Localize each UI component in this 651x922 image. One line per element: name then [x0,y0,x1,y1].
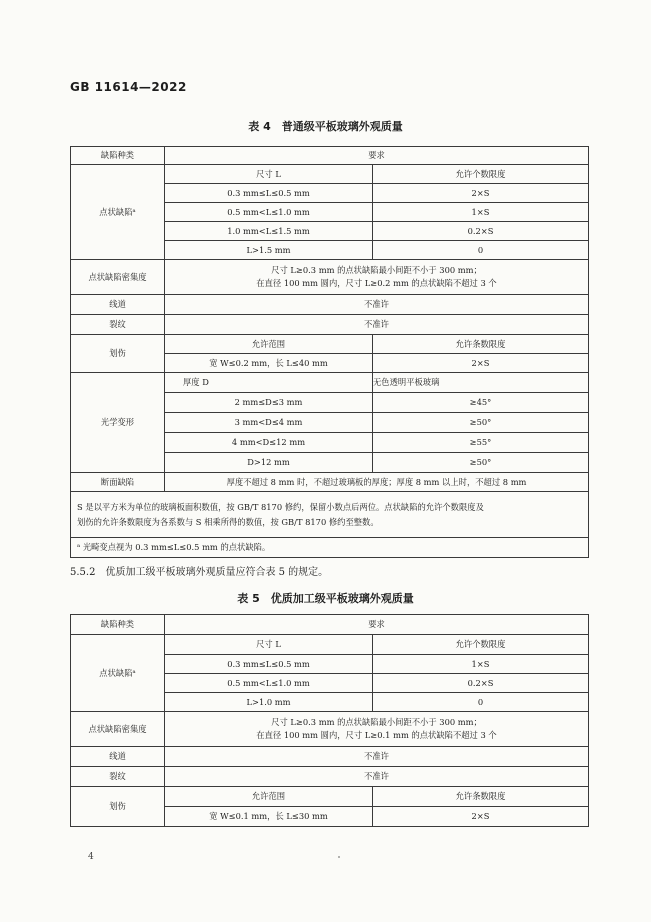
scratch-count-header: 允许条数限度 [373,335,589,354]
header-requirement: 要求 [165,147,589,165]
table-row [71,335,589,354]
table-row [71,147,589,165]
edge-defect-value: 厚度不超过 8 mm 时，不超过玻璃板的厚度；厚度 8 mm 以上时，不超过 8 mm [165,473,589,492]
density-label: 点状缺陷密集度 [71,260,165,295]
scratch-range: 宽 W≤0.1 mm，长 L≤30 mm [165,807,373,827]
size-cell: 1.0 mm<L≤1.5 mm [165,222,373,241]
size-header: 尺寸 L [165,635,373,655]
scratch-range-header: 允许范围 [165,787,373,807]
size-cell: L>1.5 mm [165,241,373,260]
crack-value: 不准许 [165,767,589,787]
thickness-header: 厚度 D [165,373,373,393]
allowed-count-header: 允许个数限度 [373,635,589,655]
table-row [71,492,589,538]
table-row [71,473,589,492]
allowed-cell: 0 [373,693,589,712]
clear-cell: ≥50° [373,453,589,473]
point-defect-label: 点状缺陷ᵃ [71,635,165,712]
size-cell: 0.5 mm<L≤1.0 mm [165,203,373,222]
table-row [71,165,589,184]
table-row [71,538,589,558]
table-row [71,747,589,767]
table-notes [71,492,589,538]
allowed-cell: 1×S [373,203,589,222]
table5 [70,614,589,827]
table-row [71,635,589,655]
density-line: 尺寸 L≥0.3 mm 的点状缺陷最小间距不小于 300 mm； [271,716,482,727]
size-cell: 0.3 mm≤L≤0.5 mm [165,655,373,674]
note-line: 划伤的允许条数限度为各系数与 S 相乘所得的数值，按 GB/T 8170 修约至整数。 [77,516,379,527]
size-cell: 0.5 mm<L≤1.0 mm [165,674,373,693]
clear-cell: ≥45° [373,393,589,413]
allowed-cell: 2×S [373,184,589,203]
scratch-count-header: 允许条数限度 [373,787,589,807]
table4-caption: 表 4 普通级平板玻璃外观质量 [248,120,403,133]
clear-cell: ≥55° [373,433,589,453]
density-value [165,712,589,747]
density-label: 点状缺陷密集度 [71,712,165,747]
note-line: S 是以平方米为单位的玻璃板面积数值，按 GB/T 8170 修约，保留小数点后两位。点状缺陷的允许个数限度及 [77,501,484,512]
density-value [165,260,589,295]
table-row [71,767,589,787]
header-defect-type: 缺陷种类 [71,615,165,635]
table4 [70,146,589,558]
scratch-count: 2×S [373,354,589,373]
scratch-label: 划伤 [71,335,165,373]
allowed-cell: 0.2×S [373,222,589,241]
allowed-cell: 0 [373,241,589,260]
density-line: 尺寸 L≥0.3 mm 的点状缺陷最小间距不小于 300 mm； [271,264,482,275]
size-cell: 0.3 mm≤L≤0.5 mm [165,184,373,203]
clause-5-5-2: 5.5.2 优质加工级平板玻璃外观质量应符合表 5 的规定。 [70,567,329,578]
scratch-range: 宽 W≤0.2 mm，长 L≤40 mm [165,354,373,373]
table-row [71,787,589,807]
size-cell: L>1.0 mm [165,693,373,712]
line-defect-value: 不准许 [165,747,589,767]
header-defect-type: 缺陷种类 [71,147,165,165]
line-defect-label: 线道 [71,295,165,315]
line-defect-label: 线道 [71,747,165,767]
table5-caption: 表 5 优质加工级平板玻璃外观质量 [237,592,414,605]
page-number: 4 [88,852,94,862]
standard-code: GB 11614—2022 [70,80,187,94]
thickness-cell: D>12 mm [165,453,373,473]
table-footnote: ᵃ 光畸变点视为 0.3 mm≤L≤0.5 mm 的点状缺陷。 [71,538,589,558]
table-row [71,315,589,335]
table-row [71,295,589,315]
point-defect-label: 点状缺陷ᵃ [71,165,165,260]
clear-glass-header: 无色透明平板玻璃 [373,373,589,393]
scratch-label: 划伤 [71,787,165,827]
allowed-count-header: 允许个数限度 [373,165,589,184]
thickness-cell: 4 mm<D≤12 mm [165,433,373,453]
optical-label: 光学变形 [71,373,165,473]
crack-value: 不准许 [165,315,589,335]
scan-speck [338,856,340,858]
scratch-count: 2×S [373,807,589,827]
table-row [71,373,589,393]
thickness-cell: 3 mm<D≤4 mm [165,413,373,433]
table-row [71,712,589,747]
line-defect-value: 不准许 [165,295,589,315]
edge-defect-label: 断面缺陷 [71,473,165,492]
table-row [71,615,589,635]
crack-label: 裂纹 [71,767,165,787]
allowed-cell: 0.2×S [373,674,589,693]
density-line: 在直径 100 mm 圆内，尺寸 L≥0.1 mm 的点状缺陷不超过 3 个 [256,730,497,740]
density-line: 在直径 100 mm 圆内，尺寸 L≥0.2 mm 的点状缺陷不超过 3 个 [256,278,497,288]
allowed-cell: 1×S [373,655,589,674]
clear-cell: ≥50° [373,413,589,433]
scratch-range-header: 允许范围 [165,335,373,354]
header-requirement: 要求 [165,615,589,635]
crack-label: 裂纹 [71,315,165,335]
thickness-cell: 2 mm≤D≤3 mm [165,393,373,413]
size-header: 尺寸 L [165,165,373,184]
table-row [71,260,589,295]
